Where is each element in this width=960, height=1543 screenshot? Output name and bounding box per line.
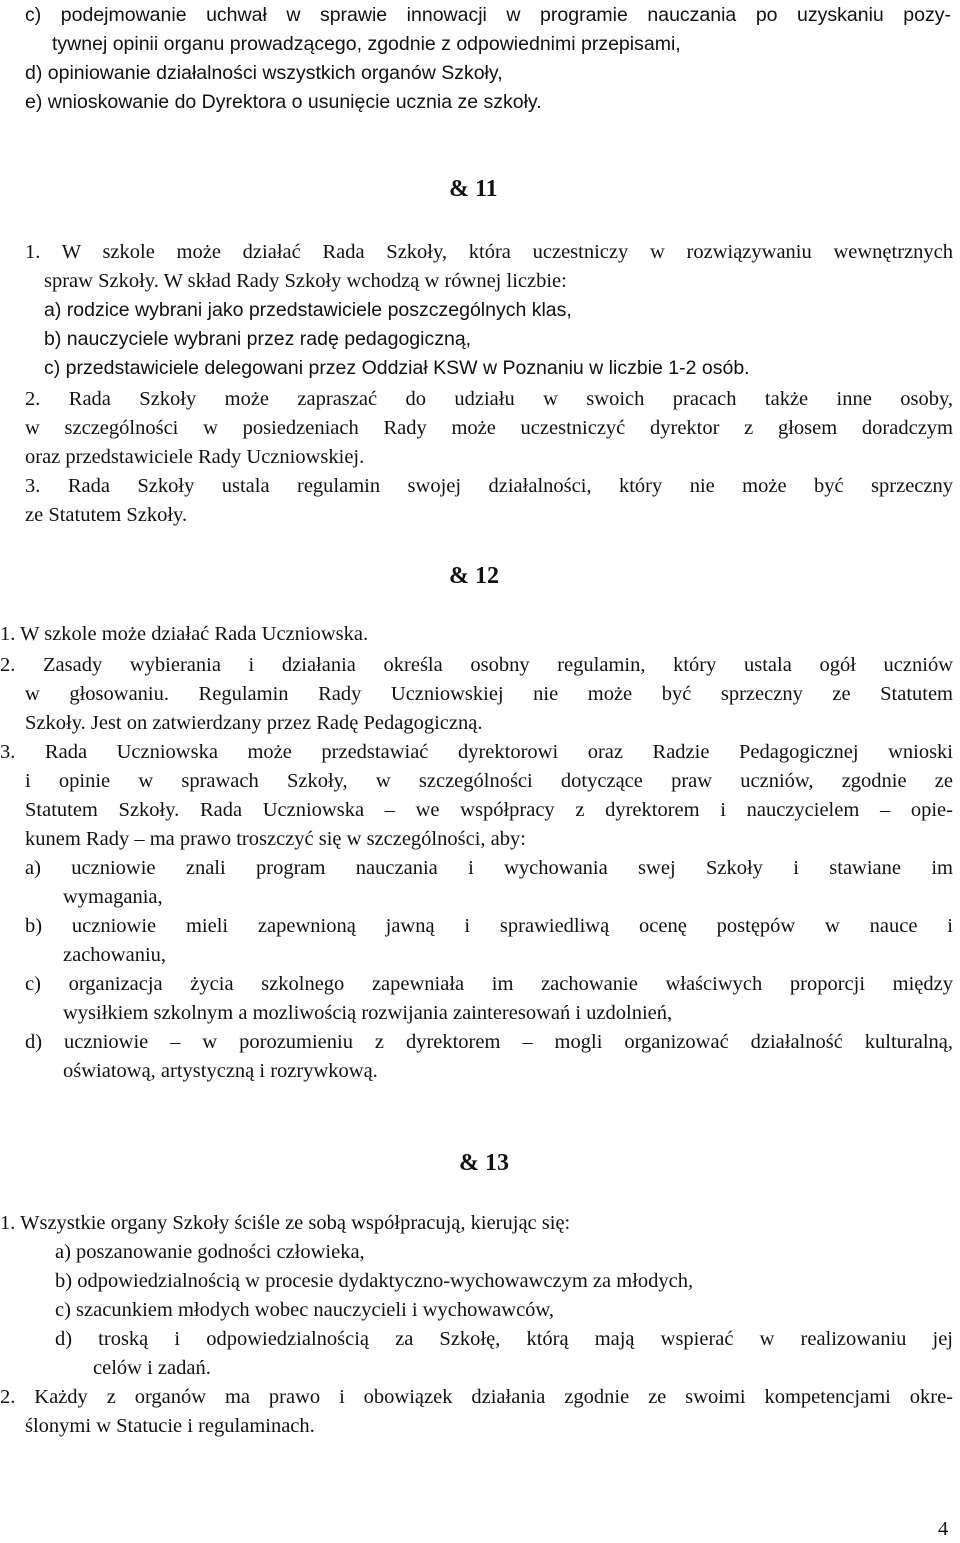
s13-line-8: ślonymi w Statucie i regulaminach. [25, 1415, 315, 1437]
s12-line-6: i opinie w sprawach Szkoły, w szczególności dotyczące praw uczniów, zgodnie ze [25, 770, 953, 792]
s12-line-1: 1. W szkole może działać Rada Uczniowska. [0, 623, 369, 645]
s12-line-2: 2. Zasady wybierania i działania określa osobny regulamin, który ustala ogół uczniów [0, 654, 953, 676]
s11-line-3: a) rodzice wybrani jako przedstawiciele poszczególnych klas, [44, 299, 572, 321]
s12-line-11: b) uczniowie mieli zapewnioną jawną i sprawiedliwą ocenę postępów w nauce i [25, 915, 953, 937]
section-12-heading: & 12 [449, 563, 499, 589]
s11-line-10: ze Statutem Szkoły. [25, 504, 188, 526]
s12-line-14: wysiłkiem szkolnym a mozliwością rozwijania zainteresowań i uzdolnień, [63, 1002, 673, 1024]
s13-line-3: b) odpowiedzialnością w procesie dydaktyczno-wychowawczym za młodych, [55, 1270, 694, 1292]
s11-line-6: 2. Rada Szkoły może zapraszać do udziału w swoich pracach także inne osoby, [25, 388, 953, 410]
s12-line-3: w głosowaniu. Regulamin Rady Uczniowskiej nie może być sprzeczny ze Statutem [25, 683, 953, 705]
s11-line-9: 3. Rada Szkoły ustala regulamin swojej działalności, który nie może być sprzeczny [25, 475, 953, 497]
section-11-heading: & 11 [449, 176, 498, 202]
top-line-e: e) wnioskowanie do Dyrektora o usunięcie ucznia ze szkoły. [25, 91, 542, 113]
s12-line-9: a) uczniowie znali program nauczania i wychowania swej Szkoły i stawiane im [25, 857, 953, 879]
s12-line-4: Szkoły. Jest on zatwierdzany przez Radę Pedagogiczną. [25, 712, 483, 734]
s13-line-1: 1. Wszystkie organy Szkoły ściśle ze sobą współpracują, kierując się: [0, 1212, 571, 1234]
s12-line-15: d) uczniowie – w porozumieniu z dyrektorem – mogli organizować działalność kulturalną, [25, 1031, 953, 1053]
s11-line-7: w szczególności w posiedzeniach Rady może uczestniczyć dyrektor z głosem doradczym [25, 417, 953, 439]
page-number: 4 [938, 1518, 949, 1540]
top-line-c1: c) podejmowanie uchwał w sprawie innowacji w programie nauczania po uzyskaniu pozy- [25, 4, 951, 26]
top-line-d: d) opiniowanie działalności wszystkich organów Szkoły, [25, 62, 503, 84]
s12-line-5: 3. Rada Uczniowska może przedstawiać dyrektorowi oraz Radzie Pedagogicznej wnioski [0, 741, 953, 763]
s11-line-2: spraw Szkoły. W skład Rady Szkoły wchodzą w równej liczbie: [44, 270, 567, 292]
s13-line-4: c) szacunkiem młodych wobec nauczycieli i wychowawców, [55, 1299, 555, 1321]
s12-line-12: zachowaniu, [63, 944, 167, 966]
s11-line-4: b) nauczyciele wybrani przez radę pedagogiczną, [44, 328, 472, 350]
s12-line-8: kunem Rady – ma prawo troszczyć się w szczególności, aby: [25, 828, 526, 850]
s12-line-7: Statutem Szkoły. Rada Uczniowska – we współpracy z dyrektorem i nauczycielem – opie- [25, 799, 953, 821]
s11-line-5: c) przedstawiciele delegowani przez Oddział KSW w Poznaniu w liczbie 1-2 osób. [44, 357, 750, 379]
s11-line-1: 1. W szkole może działać Rada Szkoły, która uczestniczy w rozwiązywaniu wewnętrznych [25, 241, 953, 263]
s13-line-6: celów i zadań. [93, 1357, 211, 1379]
s12-line-13: c) organizacja życia szkolnego zapewniała im zachowanie właściwych proporcji między [25, 973, 953, 995]
s12-line-10: wymagania, [63, 886, 163, 908]
s13-line-7: 2. Każdy z organów ma prawo i obowiązek działania zgodnie ze swoimi kompetencjami okre- [0, 1386, 953, 1408]
s13-line-5: d) troską i odpowiedzialnością za Szkołę, którą mają wspierać w realizowaniu jej [55, 1328, 953, 1350]
section-13-heading: & 13 [459, 1150, 509, 1176]
s12-line-16: oświatową, artystyczną i rozrywkową. [63, 1060, 378, 1082]
top-line-c2: tywnej opinii organu prowadzącego, zgodnie z odpowiednimi przepisami, [52, 33, 681, 55]
s11-line-8: oraz przedstawiciele Rady Uczniowskiej. [25, 446, 365, 468]
s13-line-2: a) poszanowanie godności człowieka, [55, 1241, 365, 1263]
